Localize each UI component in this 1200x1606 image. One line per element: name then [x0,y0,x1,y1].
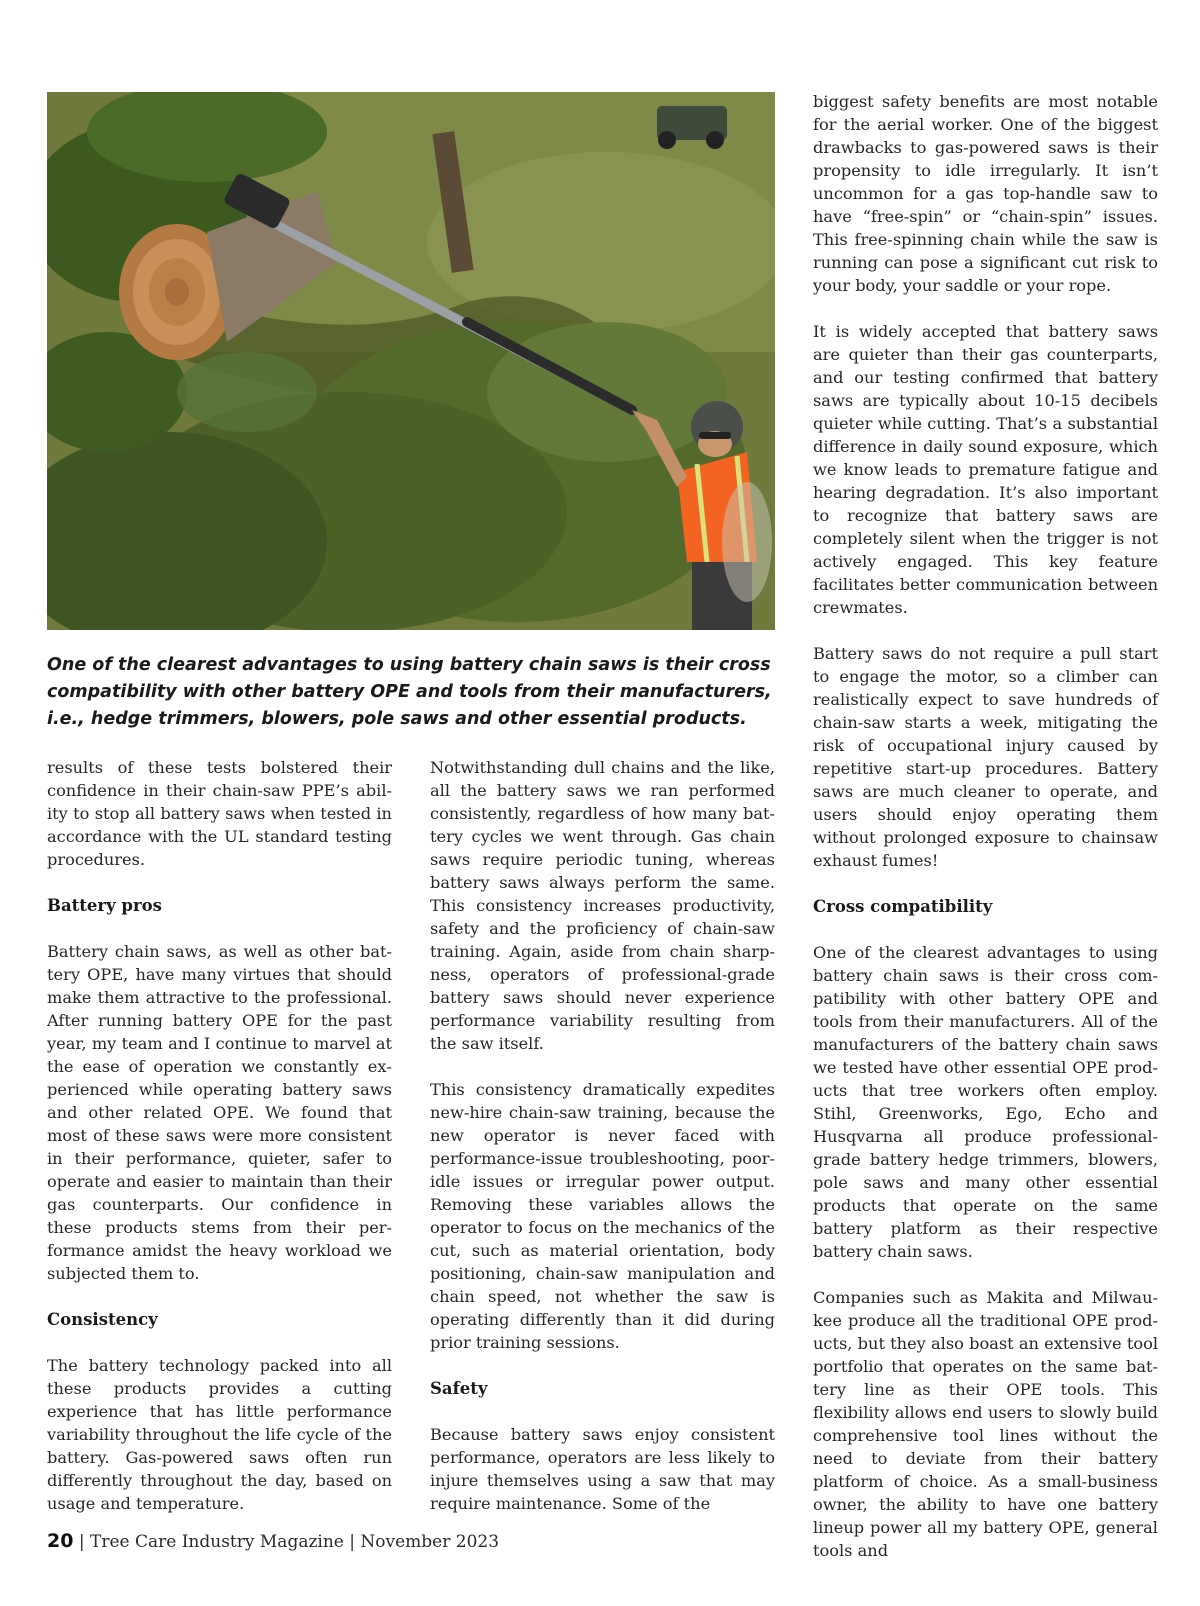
article-photo [47,92,775,630]
paragraph: Battery saws do not require a pull start to engage the motor, so a climber can realistically expect to save hundreds of chain-saw starts a week, mitigating the risk of occupational injury caused by repetitive start-up procedures. Battery saws are much cleaner to operate, and users should enjoy operating them without prolonged exposure to chainsaw exhaust fumes! [813,644,1158,870]
paragraph: Battery chain saws, as well as other battery OPE, have many virtues that should make them attractive to the professional. After running battery OPE for the past year, my team and I continue to marvel at the ease of operation we constantly experienced while operating battery saws and other related OPE. We found that most of these saws were more consistent in their performance, quieter, safer to operate and easier to maintain than their gas counterparts. Our confidence in these products stems from their performance amidst the heavy workload we subjected them to. [47,942,392,1283]
article-column-2 [430,756,775,1538]
section-heading-battery-pros: Battery pros [47,896,162,915]
paragraph: Notwithstanding dull chains and the like, all the battery saws we ran performed consistently, regardless of how many battery cycles we went through. Gas chain saws require periodic tuning, whereas battery saws always perform the same. This consistency increases productivity, safety and the proficiency of chain-saw training. Again, aside from chain sharpness, operators of professional-grade battery saws should never experience performance variability resulting from the saw itself. [430,758,775,1053]
paragraph: Companies such as Makita and Milwaukee produce all the traditional OPE products, but they also boast an extensive tool portfolio that operates on the same battery line as their OPE tools. This flexibility allows end users to slowly build comprehensive tool lines without the need to deviate from their battery platform of choice. As a small-business owner, the ability to have one battery lineup power all my battery OPE, general tools and [813,1288,1158,1560]
article-column-3 [813,90,1158,1585]
photo-caption: One of the clearest advantages to using battery chain saws is their cross compatibility with other battery OPE and tools from their manufacturers, i.e., hedge trimmers, blowers, pole saws and other essential products. [47,655,772,729]
article-column-1 [47,756,392,1538]
paragraph: It is widely accepted that battery saws are quieter than their gas counterparts, and our testing confirmed that battery saws are typically about 10-15 decibels quieter while cutting. That’s a substantial difference in daily sound exposure, which we know leads to premature fatigue and hearing degradation. It’s also important to recognize that battery saws are completely silent when the trigger is not actively engaged. This key feature facilitates better communication between crewmates. [813,322,1158,617]
page-footer [47,1529,499,1554]
section-heading-safety: Safety [430,1379,488,1398]
page-number: 20 [47,1530,74,1552]
paragraph: The battery technology packed into all these products provides a cutting experience that has little performance variability throughout the life cycle of the battery. Gas-powered saws often run differently throughout the day, based on usage and temperature. [47,1356,392,1513]
paragraph: One of the clearest advantages to using battery chain saws is their cross compatibility with other battery OPE and tools from their manufacturers. All of the manufacturers of the battery chain saws we tested have other essential OPE products that tree workers often employ. Stihl, Greenworks, Ego, Echo and Husqvarna all produce professional-grade battery hedge trimmers, blowers, pole saws and many other essential products that operate on the same battery platform as their respective battery chain saws. [813,943,1158,1261]
paragraph: This consistency dramatically expedites new-hire chain-saw training, because the new operator is never faced with performance-issue troubleshooting, poor-idle issues or irregular power output. Removing these variables allows the operator to focus on the mechanics of the cut, such as material orientation, body positioning, chain-saw manipulation and chain speed, not whether the saw is operating differently than it did during prior training sessions. [430,1080,775,1352]
arborist-pole-saw-image [47,92,775,630]
paragraph: Because battery saws enjoy consistent performance, operators are less likely to injure themselves using a saw that may require maintenance. Some of the [430,1425,775,1513]
paragraph: biggest safety benefits are most notable for the aerial worker. One of the biggest drawbacks to gas-powered saws is their propensity to idle irregularly. It isn’t uncommon for a gas top-handle saw to have “free-spin” or “chain-spin” issues. This free-spinning chain while the saw is running can pose a significant cut risk to your body, your saddle or your rope. [813,92,1158,295]
footer-publication: | Tree Care Industry Magazine | November 2023 [73,1532,500,1552]
paragraph: results of these tests bolstered their confidence in their chain-saw PPE’s ability to stop all battery saws when tested in accordance with the UL standard testing procedures. [47,758,392,869]
section-heading-consistency: Consistency [47,1310,158,1329]
section-heading-cross-compatibility: Cross compatibility [813,897,993,916]
